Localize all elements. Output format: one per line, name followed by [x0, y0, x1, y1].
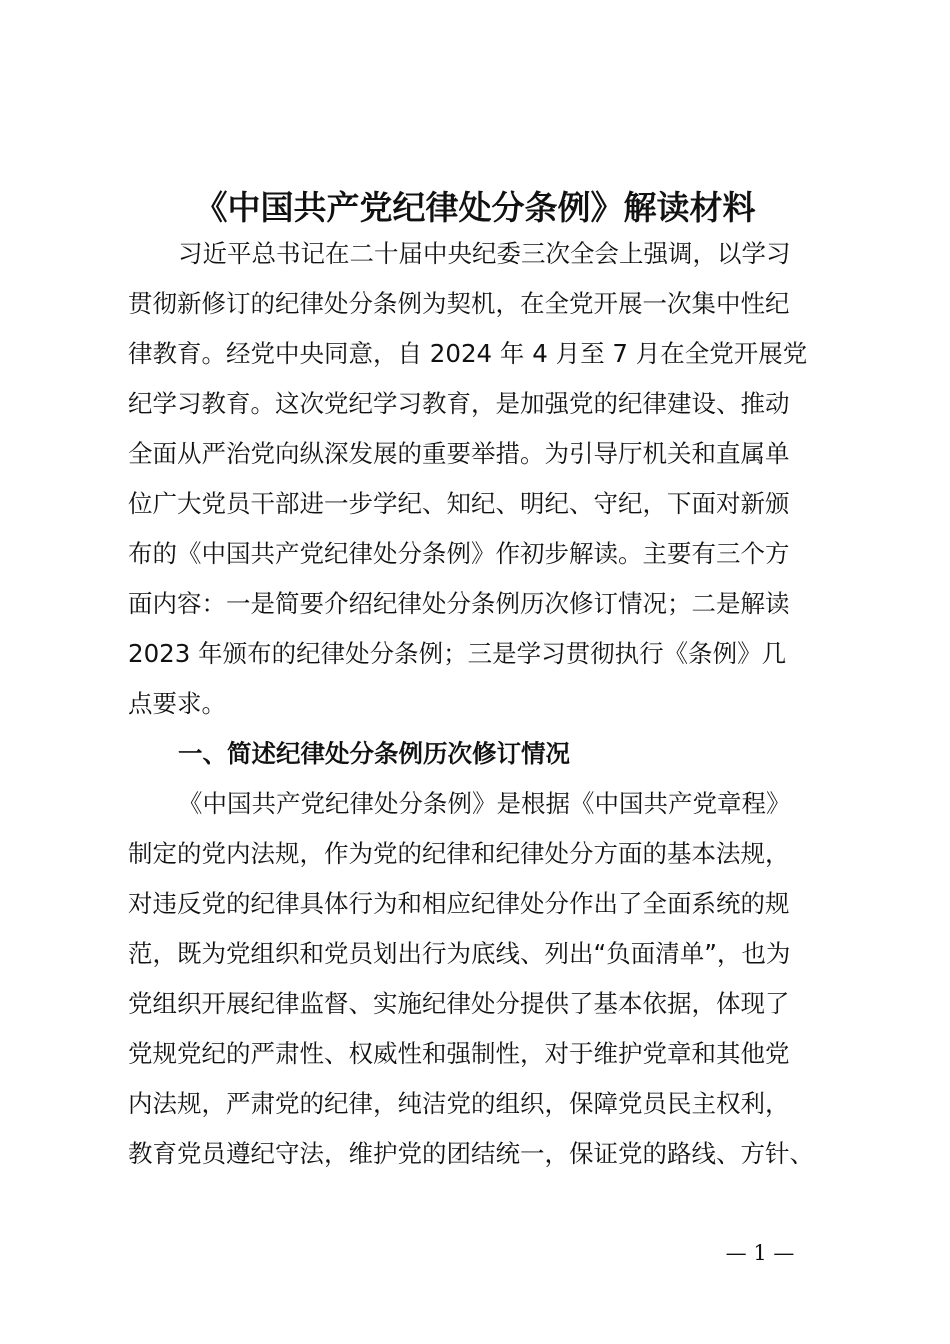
paragraph-line: 党规党纪的严肃性、权威性和强制性，对于维护党章和其他党: [128, 1039, 790, 1068]
paragraph-line: 全面从严治党向纵深发展的重要举措。为引导厅机关和直属单: [128, 439, 790, 468]
paragraph-line: 纪学习教育。这次党纪学习教育，是加强党的纪律建设、推动: [128, 389, 790, 418]
paragraph-line: 布的《中国共产党纪律处分条例》作初步解读。主要有三个方: [128, 539, 790, 568]
paragraph-line: 点要求。: [128, 689, 226, 718]
paragraph-line: 对违反党的纪律具体行为和相应纪律处分作出了全面系统的规: [128, 889, 790, 918]
paragraph-line: 《中国共产党纪律处分条例》是根据《中国共产党章程》: [178, 789, 791, 818]
paragraph-line: 范，既为党组织和党员划出行为底线、列出“负面清单”，也为: [128, 939, 791, 968]
paragraph-line: 习近平总书记在二十届中央纪委三次全会上强调，以学习: [178, 239, 791, 268]
paragraph-line: 律教育。经党中央同意，自 2024 年 4 月至 7 月在全党开展党: [128, 339, 808, 368]
paragraph-line: 2023 年颁布的纪律处分条例；三是学习贯彻执行《条例》几: [128, 639, 787, 668]
paragraph-line: 内法规，严肃党的纪律，纯洁党的组织，保障党员民主权利，: [128, 1089, 790, 1118]
document-title: 《中国共产党纪律处分条例》解读材料: [194, 188, 756, 227]
paragraph-line: 面内容：一是简要介绍纪律处分条例历次修订情况；二是解读: [128, 589, 790, 618]
paragraph-line: 党组织开展纪律监督、实施纪律处分提供了基本依据，体现了: [128, 989, 790, 1018]
section-heading: 一、简述纪律处分条例历次修订情况: [178, 739, 570, 768]
paragraph-line: 位广大党员干部进一步学纪、知纪、明纪、守纪，下面对新颁: [128, 489, 790, 518]
paragraph-line: 制定的党内法规，作为党的纪律和纪律处分方面的基本法规，: [128, 839, 790, 868]
page-number: — 1 —: [725, 1241, 795, 1265]
paragraph-line: 教育党员遵纪守法，维护党的团结统一，保证党的路线、方针、: [128, 1139, 814, 1168]
paragraph-line: 贯彻新修订的纪律处分条例为契机，在全党开展一次集中性纪: [128, 289, 790, 318]
